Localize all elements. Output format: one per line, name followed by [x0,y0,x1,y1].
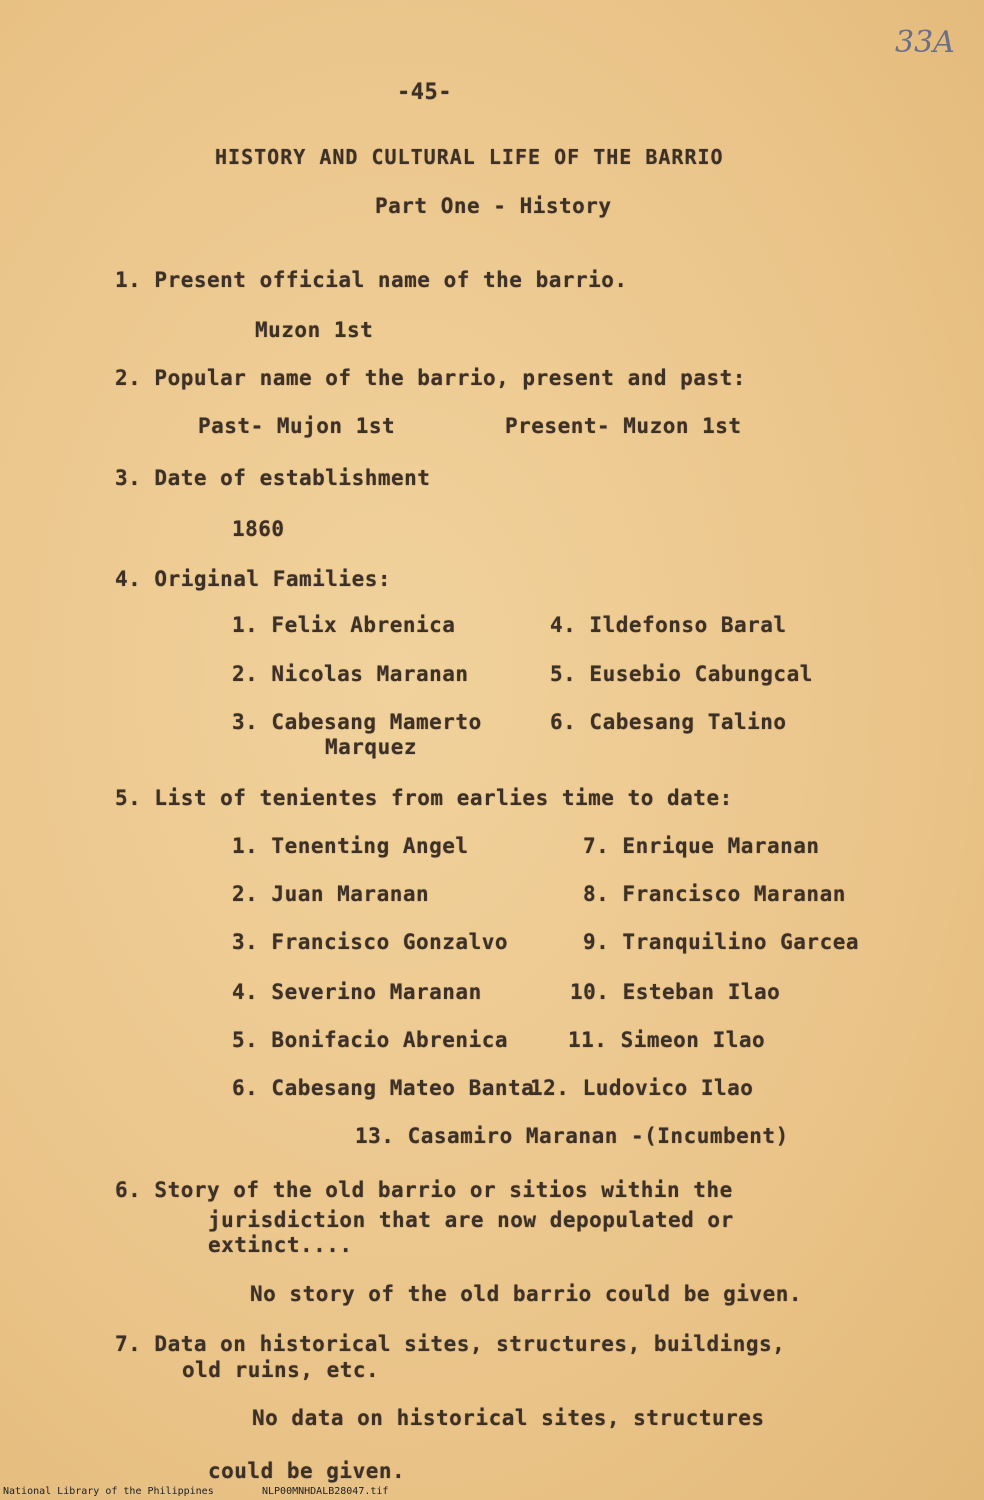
family-item: 2. Nicolas Maranan [232,662,469,686]
teniente-item-incumbent: 13. Casamiro Maranan -(Incumbent) [355,1124,789,1148]
question-6-line: jurisdiction that are now depopulated or [208,1208,734,1232]
family-item: 5. Eusebio Cabungcal [550,662,813,686]
family-item: 1. Felix Abrenica [232,613,456,637]
teniente-item: 3. Francisco Gonzalvo [232,930,509,954]
answer-3: 1860 [232,517,285,541]
footer-filename: NLP00MNHDALB28047.tif [262,1486,389,1497]
answer-2-present: Present- Muzon 1st [505,414,742,438]
family-item: 6. Cabesang Talino [550,710,787,734]
teniente-item: 8. Francisco Maranan [583,882,846,906]
answer-7-line: No data on historical sites, structures [252,1406,765,1430]
teniente-item: 1. Tenenting Angel [232,834,469,858]
question-6-line: 6. Story of the old barrio or sitios within the [115,1178,733,1202]
teniente-item: 12. Ludovico Ilao [530,1076,754,1100]
answer-7-line: could be given. [208,1459,406,1483]
document-title: HISTORY AND CULTURAL LIFE OF THE BARRIO [215,145,724,169]
teniente-item: 5. Bonifacio Abrenica [232,1028,509,1052]
answer-1: Muzon 1st [255,318,374,342]
question-5: 5. List of tenientes from earlies time to date: [115,786,733,810]
teniente-item: 6. Cabesang Mateo Banta [232,1076,535,1100]
family-item: 4. Ildefonso Baral [550,613,787,637]
family-item: 3. Cabesang Mamerto [232,710,482,734]
question-3: 3. Date of establishment [115,466,431,490]
question-7-line: 7. Data on historical sites, structures, buildings, [115,1332,786,1356]
answer-2-past: Past- Mujon 1st [198,414,396,438]
teniente-item: 7. Enrique Maranan [583,834,820,858]
teniente-item: 11. Simeon Ilao [568,1028,766,1052]
page-number: -45- [397,80,452,105]
footer-source: National Library of the Philippines [3,1486,214,1497]
family-item-continuation: Marquez [325,735,418,759]
teniente-item: 4. Severino Maranan [232,980,482,1004]
document-subtitle: Part One - History [375,194,612,218]
answer-6: No story of the old barrio could be given. [250,1282,803,1306]
page-stamp: 33A [895,25,955,60]
teniente-item: 9. Tranquilino Garcea [583,930,860,954]
teniente-item: 10. Esteban Ilao [570,980,781,1004]
question-1: 1. Present official name of the barrio. [115,268,628,292]
teniente-item: 2. Juan Maranan [232,882,430,906]
question-4: 4. Original Families: [115,567,392,591]
question-7-line: old ruins, etc. [182,1358,380,1382]
question-6-line: extinct.... [208,1233,353,1257]
question-2: 2. Popular name of the barrio, present and past: [115,366,746,390]
